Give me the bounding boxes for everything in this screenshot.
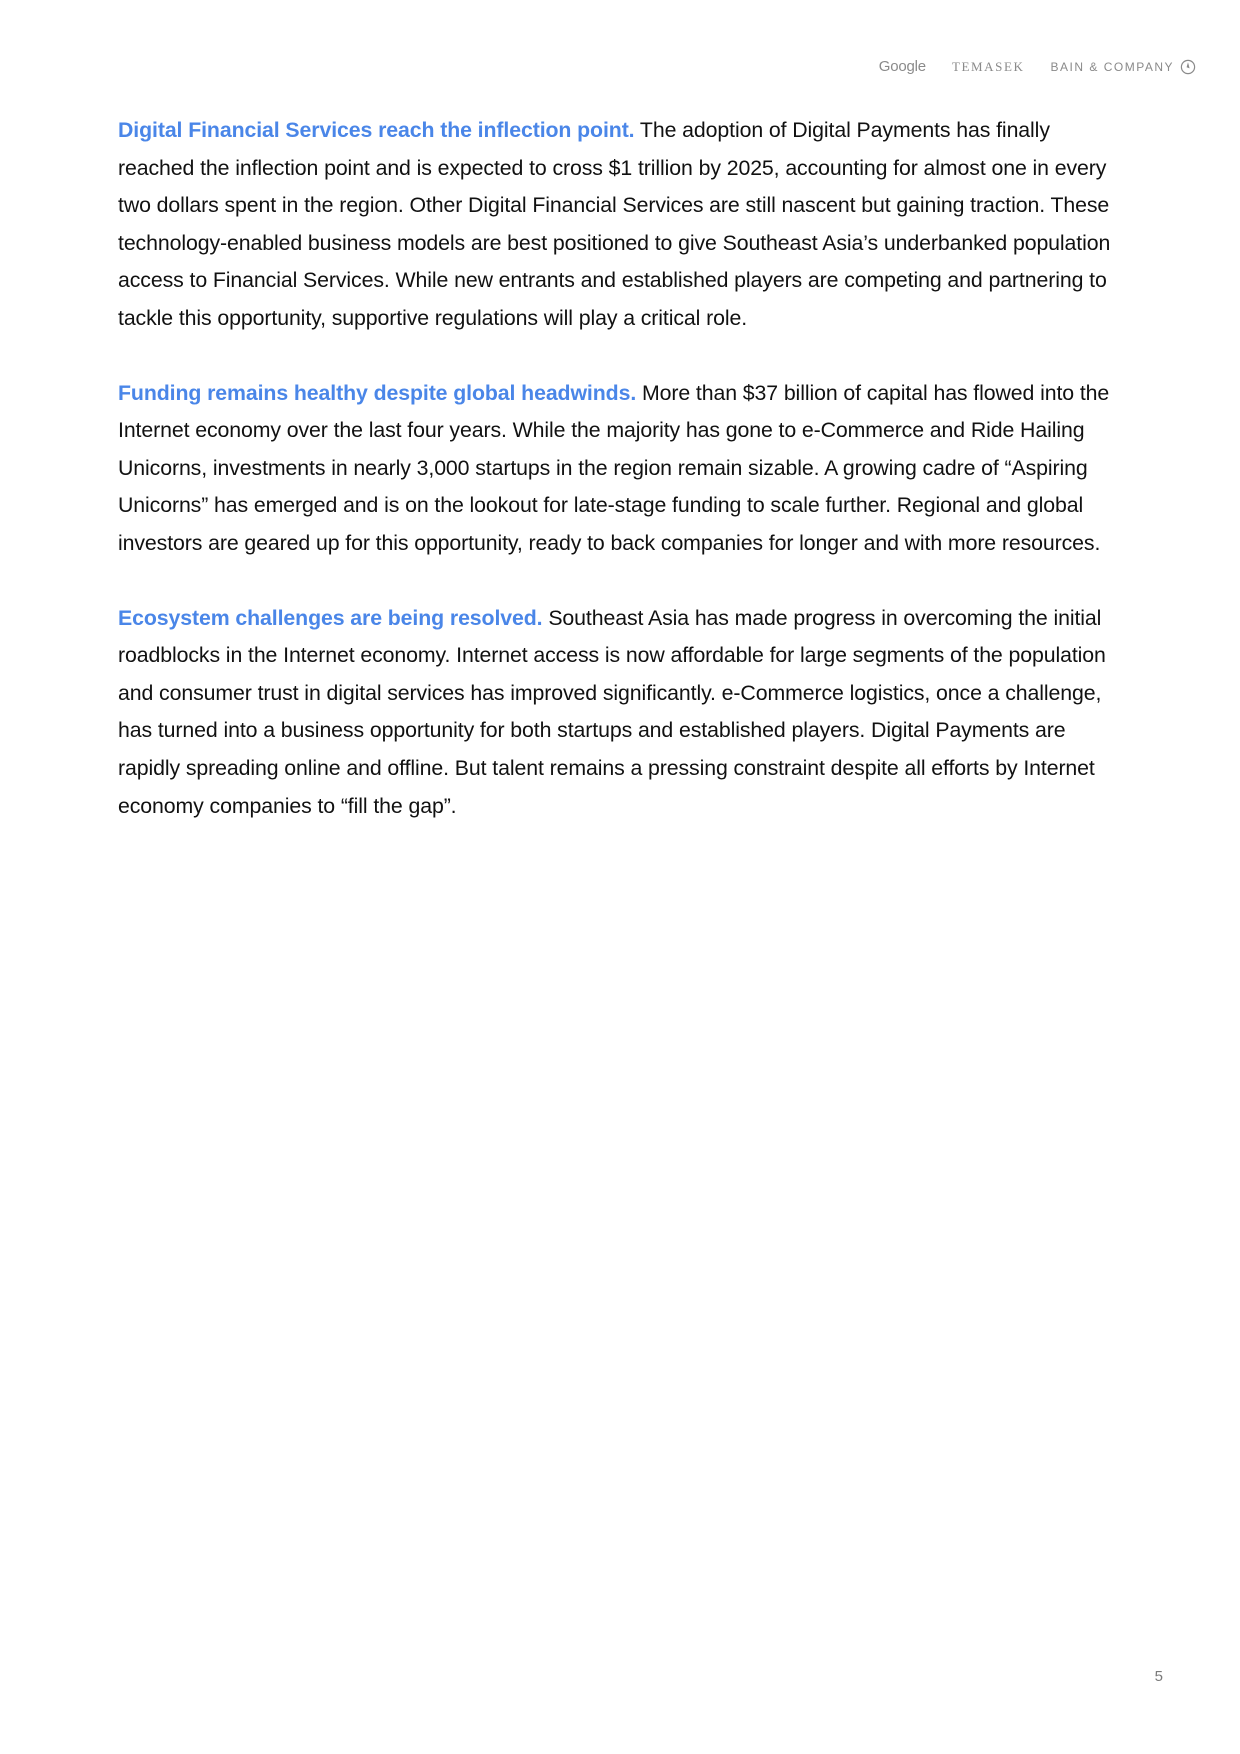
paragraph-lead: Digital Financial Services reach the inflection point. [118, 118, 635, 142]
temasek-logo: TEMASEK [951, 58, 1025, 74]
paragraph-lead: Ecosystem challenges are being resolved. [118, 605, 543, 630]
paragraph-body: More than $37 billion of capital has flowed into the Internet economy over the last four years. While the majority has gone to e-Commerce and Ride Hailing Unicorns, investments in nearly 3,000 startups in the region remain sizable. A growing cadre of “Aspiring Unicorns” has emerged and is on the lookout for late-stage funding to scale further. Regional and global investors are geared up for this opportunity, ready to back companies for longer and with more resources. [118, 380, 1110, 555]
google-logo: Google [878, 58, 926, 75]
bain-logo [1051, 59, 1196, 75]
header-logos [879, 58, 1196, 75]
main-content [118, 112, 1128, 862]
paragraph-body: Southeast Asia has made progress in overcoming the initial roadblocks in the Internet economy. Internet access is now affordable for large segments of the population and consumer trust in digital services has improved significantly. e-Commerce logistics, once a challenge, has turned into a business opportunity for both startups and established players. Digital Payments are rapidly spreading online and offline. But talent remains a pressing constraint despite all efforts by Internet economy companies to “fill the gap”. [118, 605, 1106, 818]
paragraph-ecosystem [118, 600, 1128, 826]
paragraph-funding [118, 375, 1128, 563]
bain-logo-text: BAIN & COMPANY [1050, 59, 1174, 74]
paragraph-body: The adoption of Digital Payments has finally reached the inflection point and is expected to cross $1 trillion by 2025, accounting for almost one in every two dollars spent in the region. Other Digital Financial Services are still nascent but gaining traction. These technology-enabled business models are best positioned to give Southeast Asia’s underbanked population access to Financial Services. While new entrants and established players are competing and partnering to tackle this opportunity, supportive regulations will play a critical role. [118, 118, 1111, 330]
paragraph-lead: Funding remains healthy despite global headwinds. [118, 380, 637, 405]
bain-compass-icon [1180, 59, 1196, 75]
paragraph-digital-financial-services [118, 112, 1128, 338]
page-number: 5 [1154, 1668, 1163, 1685]
